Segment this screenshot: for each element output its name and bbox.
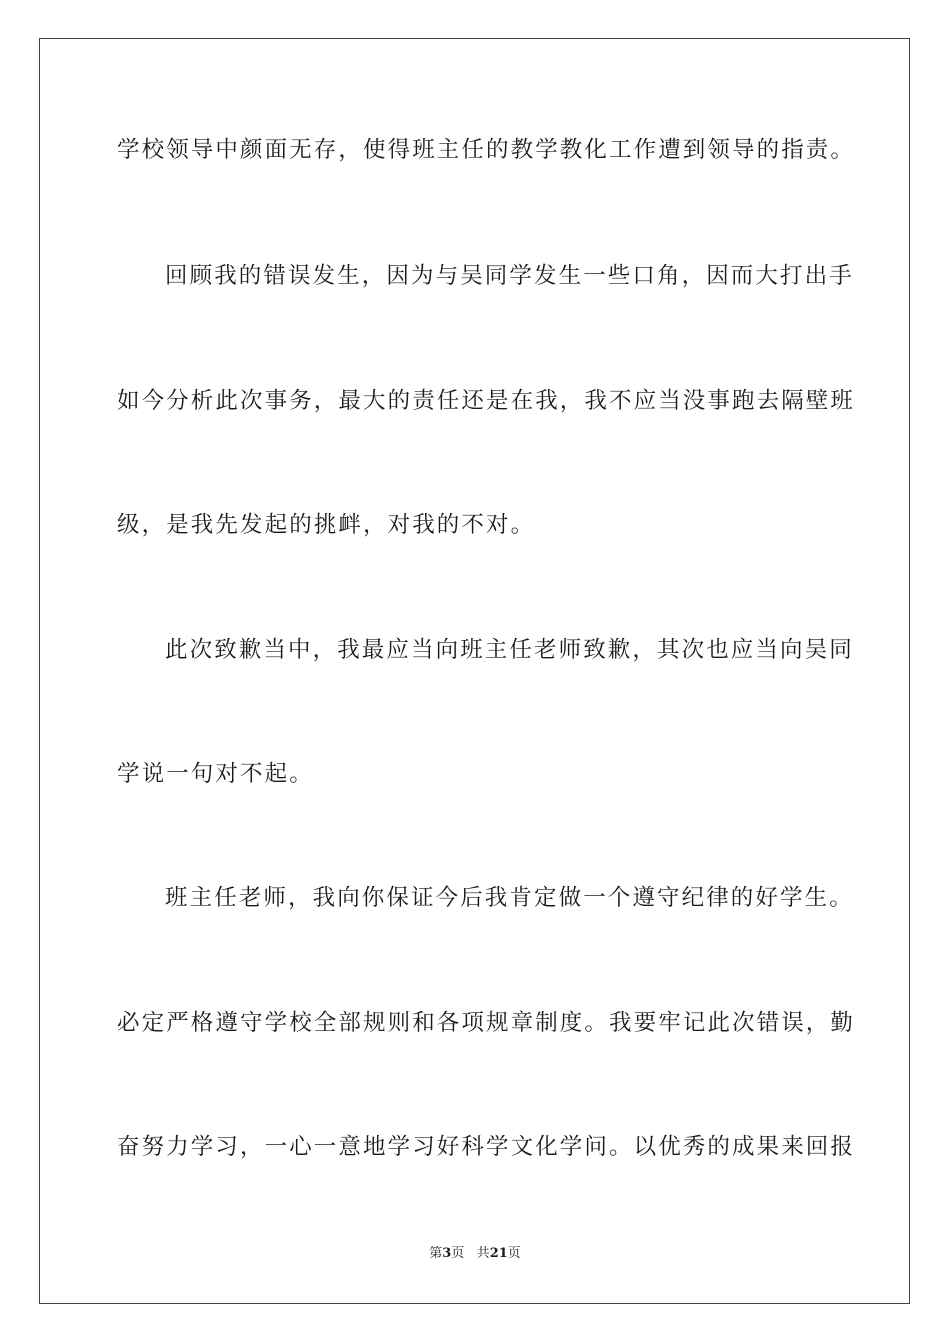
total-pages: 21: [489, 1246, 508, 1261]
page-suffix: 页: [451, 1246, 465, 1261]
text-line: 级，是我先发起的挑衅，对我的不对。: [117, 512, 536, 538]
text-line: 学说一句对不起。: [117, 761, 314, 787]
text-line: 学校领导中颜面无存，使得班主任的教学教化工作遭到领导的指责。: [117, 137, 856, 163]
text-line: 奋努力学习，一心一意地学习好科学文化学问。以优秀的成果来回报: [117, 1134, 856, 1160]
total-suffix: 页: [507, 1246, 521, 1261]
total-prefix: 共: [476, 1246, 490, 1261]
page-number: 3: [442, 1246, 452, 1261]
page-border: [39, 38, 910, 1304]
page-footer: [0, 1245, 950, 1263]
text-line: 如今分析此次事务，最大的责任还是在我，我不应当没事跑去隔壁班: [117, 388, 856, 414]
paragraph-start-line: 回顾我的错误发生，因为与吴同学发生一些口角，因而大打出手: [165, 263, 854, 289]
paragraph-start-line: 此次致歉当中，我最应当向班主任老师致歉，其次也应当向吴同: [165, 637, 854, 663]
text-line: 必定严格遵守学校全部规则和各项规章制度。我要牢记此次错误，勤: [117, 1010, 856, 1036]
paragraph-start-line: 班主任老师，我向你保证今后我肯定做一个遵守纪律的好学生。: [165, 885, 854, 911]
page-prefix: 第: [429, 1246, 443, 1261]
